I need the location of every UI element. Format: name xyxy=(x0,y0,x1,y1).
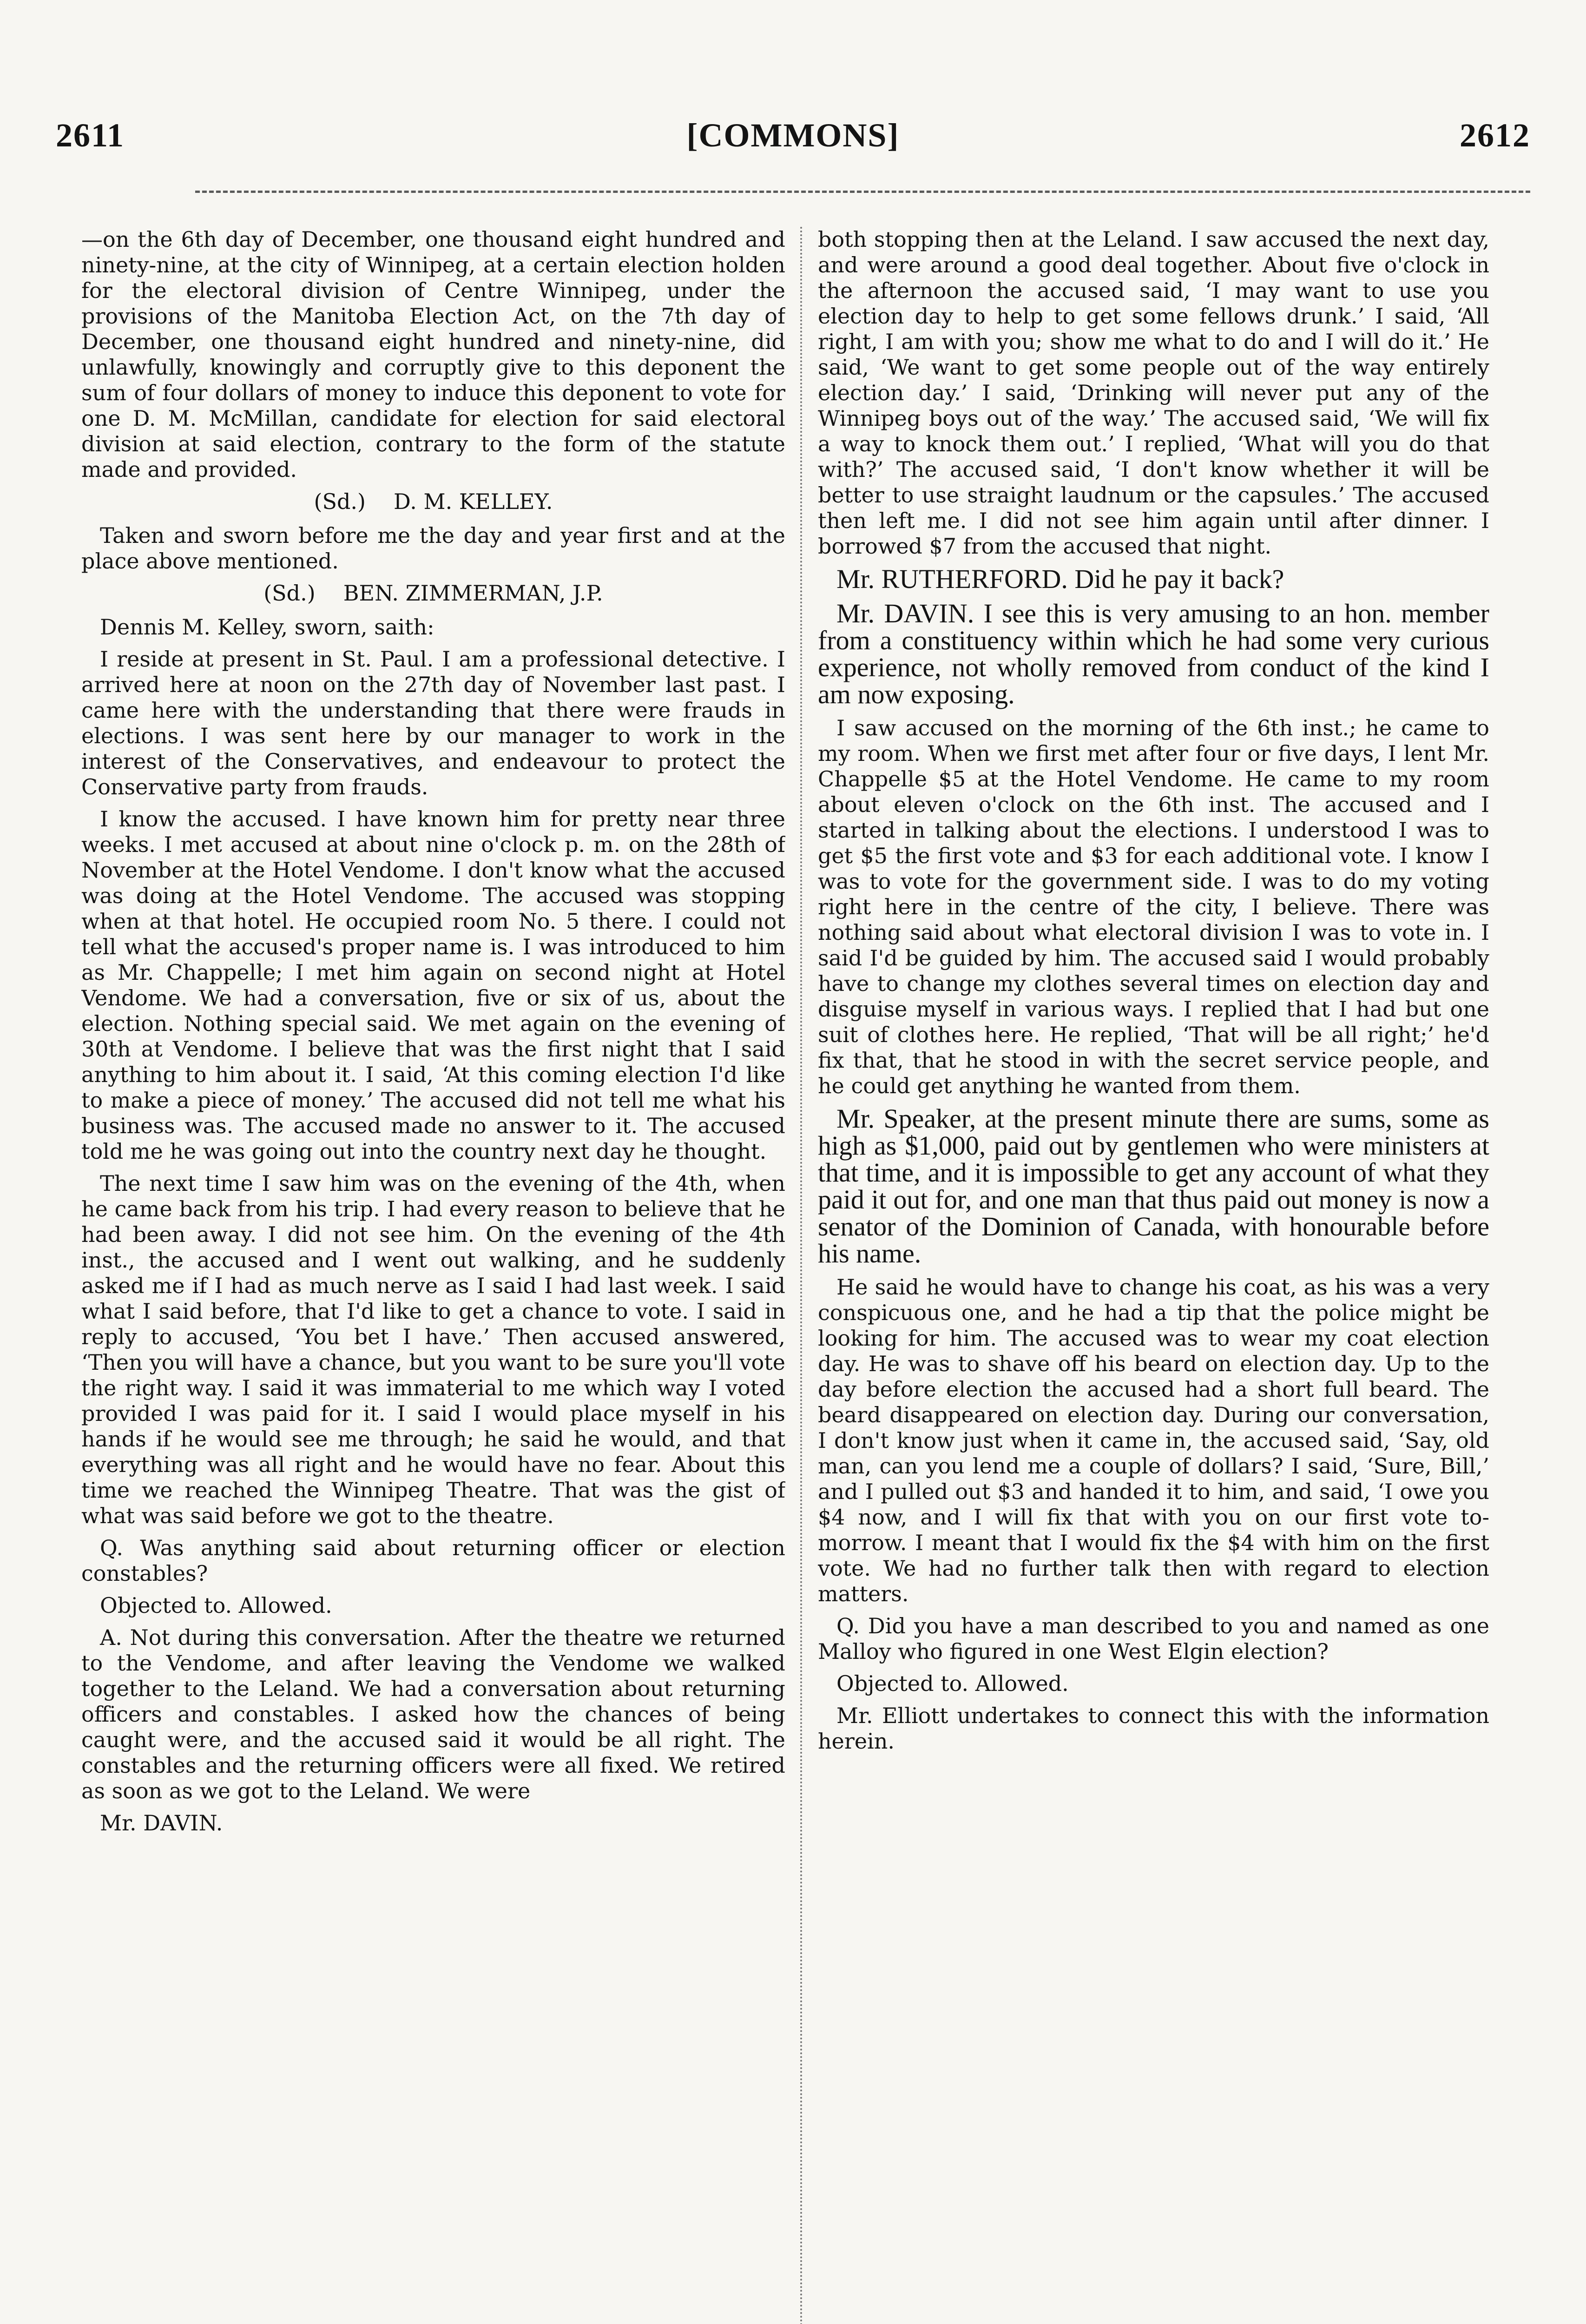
right-column xyxy=(818,227,1489,2324)
page-number-right: 2612 xyxy=(1460,117,1530,154)
header-rule xyxy=(195,191,1530,193)
testimony-paragraph: I saw accused on the morning of the 6th inst.; he came to my room. When we first met after four or five days, I lent Mr. Chappelle $5 at the Hotel Vendome. He came to my room about eleven o'clock on the 6th inst. The accused and I started in talking about the elections. I understood I was to get $5 the first vote and $3 for each additional vote. I know I was to vote for the government side. I was to do my voting right here in the centre of the city, I believe. There was nothing said about what electoral division I was to vote in. I said I'd be guided by him. The accused said I would probably have to change my clothes several times on election day and disguise myself in various ways. I replied that I had but one suit of clothes here. He replied, ‘That will be all right;’ he'd fix that, that he stood in with the secret service people, and he could get anything he wanted from them. xyxy=(818,715,1489,1098)
signature-name: BEN. ZIMMERMAN, J.P. xyxy=(343,581,603,606)
sworn-paragraph: Taken and sworn before me the day and year first and at the place above mentioned. xyxy=(81,523,785,574)
column-divider xyxy=(800,227,802,2324)
page-number-left: 2611 xyxy=(56,117,125,154)
signature-zimmerman xyxy=(81,581,785,606)
objection-paragraph: Objected to. Allowed. xyxy=(100,1593,332,1618)
testimony-paragraph: I reside at present in St. Paul. I am a professional detective. I arrived here at noon on the 27th day of November last past. I came here with the understanding that there were frauds in elections. I was sent here by our manager to work in the interest of the Conservatives, and endeavour to protect the Conservative party from frauds. xyxy=(81,647,785,799)
speech-speaker: Mr. Speaker, at the present minute there are sums, some as high as $1,000, paid out by gentlemen who were ministers at that time, and it is impossible to get any account of what they paid it out for, and one man that thus paid out money is now a senator of the Dominion of Canada, with honourable before his name. xyxy=(818,1103,1489,1268)
speech-davin: Mr. DAVIN. I see this is very amusing to an hon. member from a constituency within which he had some very curious experience, not wholly removed from conduct of the kind I am now exposing. xyxy=(818,598,1489,709)
testimony-paragraph: The next time I saw him was on the evening of the 4th, when he came back from his trip. I had every reason to believe that he had been away. I did not see him. On the evening of the 4th inst., the accused and I went out walking, and he suddenly asked me if I had as much nerve as I said I had last week. I said what I said before, that I'd like to get a chance to vote. I said in reply to accused, ‘You bet I have.’ Then accused answered, ‘Then you will have a chance, but you want to be sure you'll vote the right way. I said it was immaterial to me which way I voted provided I was paid for it. I said I would place myself in his hands if he would see me through; he said he would, and that everything was all right and he would have no fear. About this time we reached the Winnipeg Theatre. That was the gist of what was said before we got to the theatre. xyxy=(81,1171,785,1528)
signature-kelley xyxy=(81,489,785,515)
signature-name: D. M. KELLEY. xyxy=(393,489,553,514)
answer-paragraph: A. Not during this conversation. After the theatre we returned to the Vendome, and after leaving the Vendome we walked together to the Leland. We had a conversation about returning officers and constables. I asked how the chances of being caught were, and the accused said it would be all right. The constables and the returning officers were all fixed. We retired as soon as we got to the Leland. We were xyxy=(81,1625,785,1803)
speech-rutherford: Mr. RUTHERFORD. Did he pay it back? xyxy=(836,564,1284,594)
speaker-footer: Mr. DAVIN. xyxy=(100,1810,223,1835)
left-column xyxy=(81,227,785,2324)
affidavit-paragraph: —on the 6th day of December, one thousand eight hundred and ninety-nine, at the city of Winnipeg, at a certain election holden for the electoral division of Centre Winnipeg, under the provisions of the Manitoba Election Act, on the 7th day of December, one thousand eight hundred and ninety-nine, did unlawfully, knowingly and corruptly give to this deponent the sum of four dollars of money to induce this deponent to vote for one D. M. McMillan, candidate for election for said electoral division at said election, contrary to the form of the statute made and provided. xyxy=(81,227,785,482)
signature-sd: (Sd.) xyxy=(314,489,366,514)
running-title: [COMMONS] xyxy=(686,117,900,154)
page-header xyxy=(56,116,1530,167)
testimony-paragraph: He said he would have to change his coat, as his was a very conspicuous one, and he had a tip that the police might be looking for him. The accused was to wear my coat election day. He was to shave off his beard on election day. Up to the day before election the accused had a short full beard. The beard disappeared on election day. During our conversation, I don't know just when it came in, the accused said, ‘Say, old man, can you lend me a couple of dollars? I said, ‘Sure, Bill,’ and I pulled out $3 and handed it to him, and said, ‘I owe you $4 now, and I will fix that with you on our first vote to-morrow. I meant that I would fix the $4 with him on the first vote. We had no further talk then with regard to election matters. xyxy=(818,1274,1489,1606)
objection-paragraph: Objected to. Allowed. xyxy=(836,1671,1069,1696)
testimony-paragraph: both stopping then at the Leland. I saw accused the next day, and were around a good deal together. About five o'clock in the afternoon the accused said, ‘I may want to use you election day to help to get some fellows drunk.’ I said, ‘All right, I am with you; show me what to do and I will do it.’ He said, ‘We want to get some people out of the way entirely election day.’ I said, ‘Drinking will never put any of the Winnipeg boys out of the way.’ The accused said, ‘We will fix a way to knock them out.’ I replied, ‘What will you do that with?’ The accused said, ‘I don't know whether it will be better to use straight laudnum or the capsules.’ The accused then left me. I did not see him again until after dinner. I borrowed $7 from the accused that night. xyxy=(818,227,1489,559)
testimony-paragraph: I know the accused. I have known him for pretty near three weeks. I met accused at about nine o'clock p. m. on the 28th of November at the Hotel Vendome. I don't know what the accused was doing at the Hotel Vendome. The accused was stopping when at that hotel. He occupied room No. 5 there. I could not tell what the accused's proper name is. I was introduced to him as Mr. Chappelle; I met him again on second night at Hotel Vendome. We had a conversation, five or six of us, about the election. Nothing special said. We met again on the evening of 30th at Vendome. I believe that was the first night that I said anything to him about it. I said, ‘At this coming election I'd like to make a piece of money.’ The accused did not tell me what his business was. The accused made no answer to it. The accused told me he was going out into the country next day he thought. xyxy=(81,806,785,1164)
question-paragraph: Q. Was anything said about returning officer or election constables? xyxy=(81,1535,785,1586)
signature-sd: (Sd.) xyxy=(263,581,316,606)
question-paragraph: Q. Did you have a man described to you and named as one Malloy who figured in one West Elgin election? xyxy=(818,1613,1489,1664)
closing-paragraph: Mr. Elliott undertakes to connect this with the information herein. xyxy=(818,1703,1489,1754)
deponent-intro: Dennis M. Kelley, sworn, saith: xyxy=(100,614,434,640)
